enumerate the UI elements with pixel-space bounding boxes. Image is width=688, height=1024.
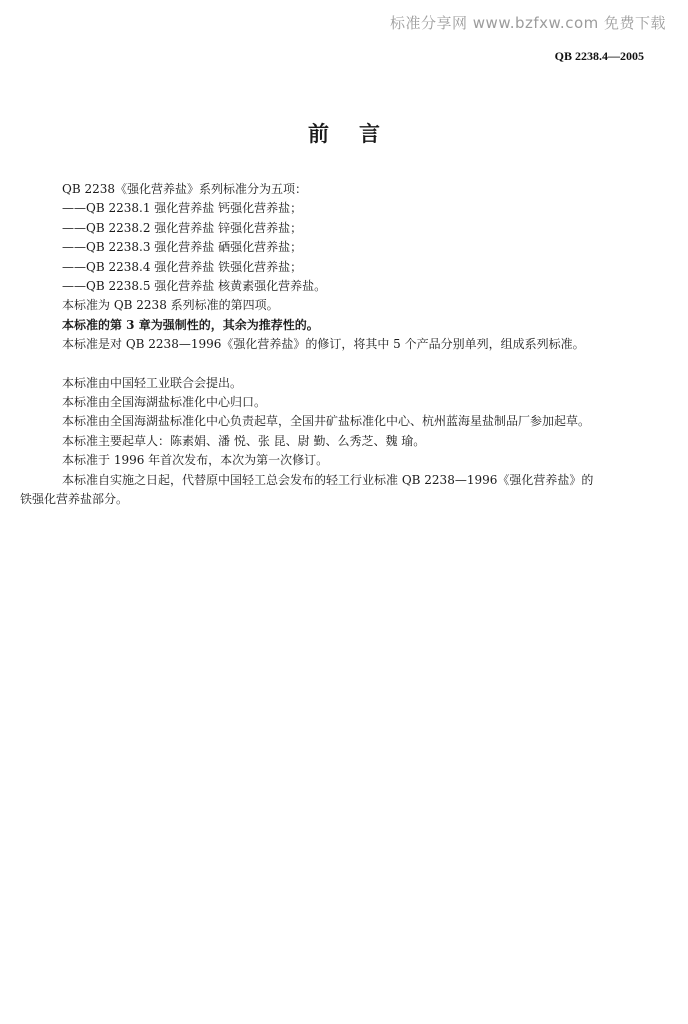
paragraph-administrator: 本标准由全国海湖盐标准化中心归口。	[62, 395, 267, 410]
paragraph-part-number: 本标准为 QB 2238 系列标准的第四项。	[62, 298, 279, 313]
list-item-part1: ——QB 2238.1 强化营养盐 钙强化营养盐；	[62, 201, 303, 216]
page-title: 前言	[308, 121, 410, 146]
paragraph-proposer: 本标准由中国轻工业联合会提出。	[62, 375, 243, 390]
list-item-part4: ——QB 2238.4 强化营养盐 铁强化营养盐；	[62, 259, 303, 274]
paragraph-replacement-cont: 铁强化营养盐部分。	[20, 492, 129, 507]
paragraph-drafters: 本标准主要起草人：陈素娟、潘 悦、张 昆、尉 勤、么秀芝、魏 瑜。	[62, 433, 426, 448]
watermark: 标准分享网 www.bzfxw.com 免费下载	[390, 14, 666, 32]
paragraph-revision: 本标准是对 QB 2238—1996《强化营养盐》的修订，将其中 5 个产品分别单列，组成系列标准。	[62, 337, 585, 352]
paragraph-mandatory-note: 本标准的第 3 章为强制性的，其余为推荐性的。	[62, 317, 319, 332]
paragraph-series-intro: QB 2238《强化营养盐》系列标准分为五项：	[62, 182, 308, 196]
standard-number: QB 2238.4—2005	[554, 49, 644, 63]
paragraph-history: 本标准于 1996 年首次发布，本次为第一次修订。	[62, 453, 329, 468]
paragraph-replacement: 本标准自实施之日起，代替原中国轻工总会发布的轻工行业标准 QB 2238—1996《强化营养盐》的	[62, 472, 594, 487]
list-item-part3: ——QB 2238.3 强化营养盐 硒强化营养盐；	[62, 240, 303, 255]
paragraph-drafters-org: 本标准由全国海湖盐标准化中心负责起草，全国井矿盐标准化中心、杭州蓝海星盐制品厂参加起草。	[62, 414, 591, 429]
list-item-part5: ——QB 2238.5 强化营养盐 核黄素强化营养盐。	[62, 279, 327, 294]
list-item-part2: ——QB 2238.2 强化营养盐 锌强化营养盐；	[62, 220, 303, 235]
foreword-body	[20, 180, 662, 510]
